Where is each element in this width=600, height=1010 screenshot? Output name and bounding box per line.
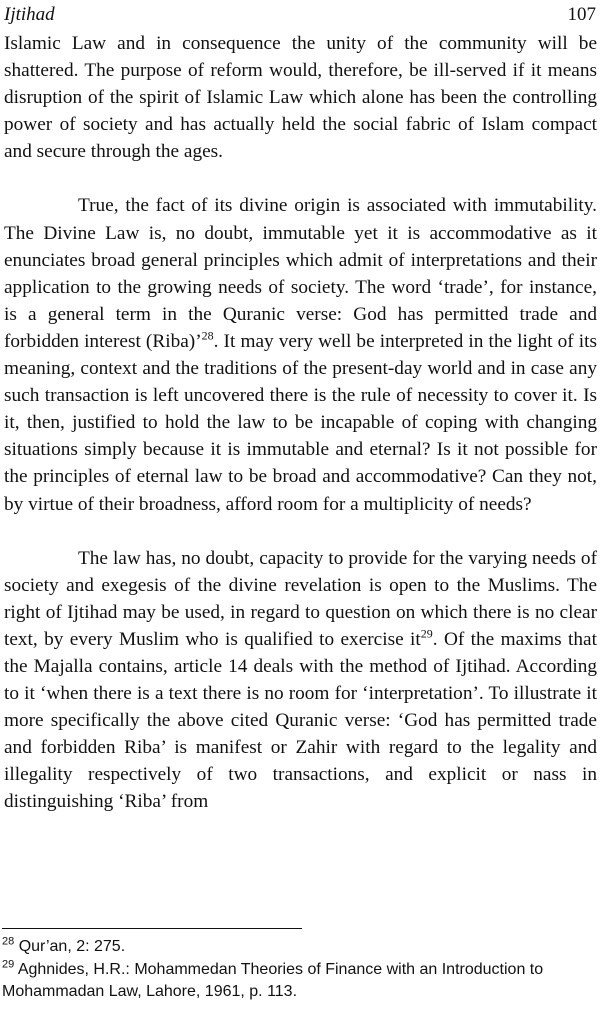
paragraph-3 bbox=[4, 545, 597, 816]
paragraph-2 bbox=[4, 192, 597, 517]
paragraph-3-text-a: The law has, no doubt, capacity to provide for the varying needs of society and exegesis of the divine revelation is open to the Muslims. The right of Ijtihad may be used, in regard to question on which there is no clear text, by every Muslim who is qualified to exercise it bbox=[4, 547, 597, 650]
footnote-28 bbox=[2, 936, 594, 959]
footnote-ref-29: 29 bbox=[420, 626, 433, 641]
paragraph-2-text-a: True, the fact of its divine origin is associated with immutability. The Divine Law is, no doubt, immutable yet it is accommodative as it enunciates broad general principles which admit of interpretations and their application to the growing needs of society. The word ‘trade’, for instance, is a general term in the Quranic verse: God has permitted trade and forbidden interest (Riba)’ bbox=[4, 195, 597, 352]
footnotes bbox=[2, 936, 594, 1004]
paragraph-2-text-b: . It may very well be interpreted in the light of its meaning, context and the traditions of the present-day world and in case any such transaction is left uncovered there is the rule of necessity to cover it. Is it, then, justified to hold the law to be incapable of coping with changing situations simply because it is immutable and eternal? Is it not possible for the principles of eternal law to be broad and accommodative? Can they not, by virtue of their broadness, afford room for a multiplicity of needs? bbox=[4, 330, 598, 515]
paragraph-1 bbox=[4, 30, 597, 165]
paragraph-1-text: Islamic Law and in consequence the unity of the community will be shattered. The purpose of reform would, therefore, be ill-served if it means disruption of the spirit of Islamic Law which alone has been the controlling power of society and has actually held the social fabric of Islam compact and secure through the ages. bbox=[4, 33, 597, 163]
paragraph-3-text-b: . Of the maxims that the Majalla contains, article 14 deals with the method of Ijtihad. According to it ‘when there is a text there is no room for ‘interpretation’. To illustrate it more specifically the above cited Quranic verse: ‘God has permitted trade and forbidden Riba’ is manifest or Zahir with regard to the legality and illegality respectively of two transactions, and explicit or nass in distinguishing ‘Riba’ from bbox=[4, 628, 597, 813]
running-header bbox=[4, 2, 596, 28]
footnote-divider bbox=[2, 928, 302, 929]
footnote-29 bbox=[2, 959, 594, 1004]
footnote-number: 28 bbox=[2, 935, 15, 948]
body-text bbox=[4, 30, 597, 816]
page-number: 107 bbox=[567, 4, 596, 25]
footnote-text: Aghnides, H.R.: Mohammedan Theories of Finance with an Introduction to Mohammadan Law, Lahore, 1961, p. 113. bbox=[2, 960, 544, 1000]
running-title: Ijtihad bbox=[4, 4, 55, 25]
footnote-number: 29 bbox=[2, 958, 15, 971]
footnote-ref-28: 28 bbox=[201, 328, 214, 343]
footnote-text: Qur’an, 2: 275. bbox=[18, 938, 126, 955]
